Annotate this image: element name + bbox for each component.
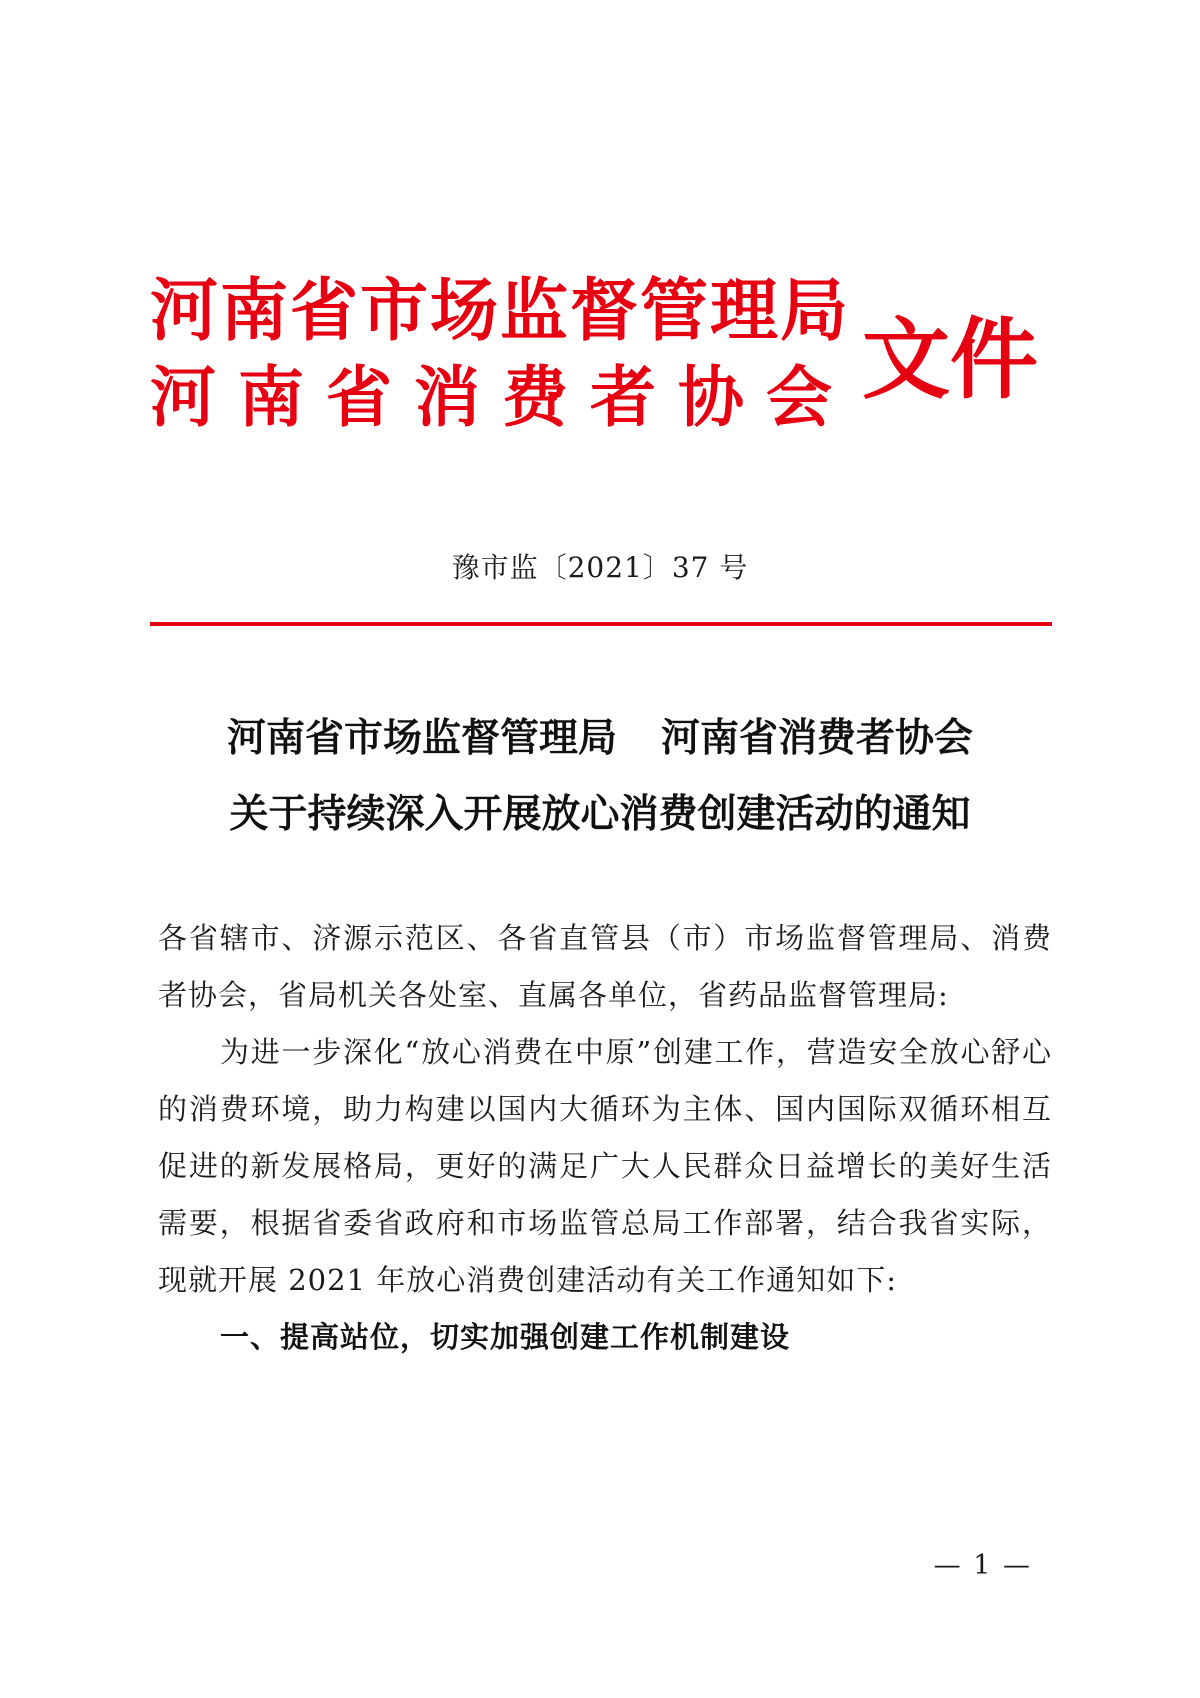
masthead-org-2: 河南省消费者协会 (150, 359, 854, 436)
title-issuer-2: 河南省消费者协会 (661, 715, 974, 761)
page-number: — 1 — (933, 1550, 1032, 1581)
red-divider (150, 622, 1052, 626)
addressee: 各省辖市、济源示范区、各省直管县（市）市场监督管理局、消费者协会，省局机关各处室、直属各单位，省药品监督管理局: (158, 921, 1052, 1012)
title-issuer-1: 河南省市场监督管理局 (226, 715, 617, 761)
title-line-1 (0, 700, 1200, 776)
document-body (158, 910, 1052, 1366)
document-number: 豫市监〔2021〕37 号 (451, 551, 749, 584)
title-line-2: 关于持续深入开展放心消费创建活动的通知 (229, 791, 971, 837)
paragraph-1: 为进一步深化“放心消费在中原”创建工作，营造安全放心舒心的消费环境，助力构建以国内大循环为主体、国内国际双循环相互促进的新发展格局，更好的满足广大人民群众日益增长的美好生活需要，根据省委省政府和市场监管总局工作部署，结合我省实际，现就开展 2021 年放心消费创建活动有关工作通知如下: (158, 1035, 1052, 1297)
red-masthead (150, 272, 1050, 452)
masthead-suffix: 文件 (862, 308, 1039, 411)
section-heading-1: 一、提高站位，切实加强创建工作机制建设 (220, 1320, 791, 1354)
document-title (0, 700, 1200, 852)
masthead-org-1: 河南省市场监督管理局 (150, 272, 851, 351)
